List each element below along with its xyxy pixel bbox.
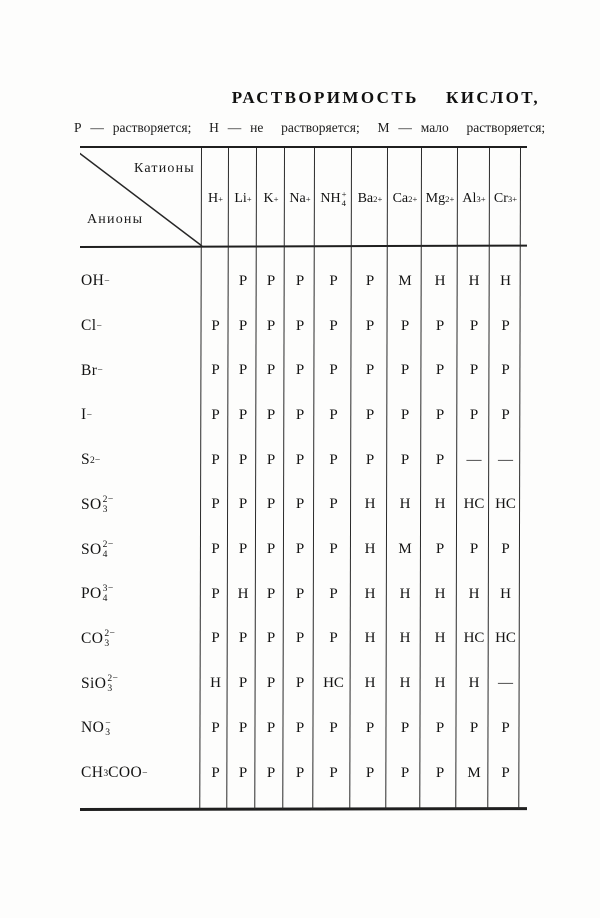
solubility-cell: Р xyxy=(329,272,338,289)
solubility-cell: Р xyxy=(329,764,338,781)
solubility-cell: Р xyxy=(211,764,220,781)
cation-header-cell: H + xyxy=(207,190,224,206)
cation-header-cell: Ba 2+ xyxy=(357,190,383,206)
stacked-scripts: 2− 4 xyxy=(102,538,114,560)
cation-header-cell: Li + xyxy=(234,190,252,206)
solubility-cell: Р xyxy=(295,719,305,736)
table-row xyxy=(80,661,527,706)
solubility-cell: Р xyxy=(211,406,220,423)
table-row xyxy=(80,393,527,438)
cation-header-cell: Cr 3+ xyxy=(493,190,518,206)
solubility-cell: М xyxy=(467,764,481,781)
solubility-cell: НС xyxy=(463,630,485,647)
solubility-cell: Р xyxy=(211,541,220,558)
anion-label: SiO 2− 3 xyxy=(81,672,119,694)
solubility-cell: Р xyxy=(329,585,338,602)
stacked-scripts: 2− 3 xyxy=(102,494,114,515)
solubility-cell: Р xyxy=(365,764,375,781)
solubility-cell: Р xyxy=(238,362,248,379)
solubility-cell: Р xyxy=(295,630,305,647)
solubility-cell: Р xyxy=(365,272,375,289)
solubility-cell: Н xyxy=(434,630,446,647)
solubility-cell: Р xyxy=(238,451,248,468)
solubility-cell: Р xyxy=(501,317,510,334)
solubility-cell xyxy=(202,259,229,304)
solubility-cell: Р xyxy=(211,719,220,736)
solubility-cell: Р xyxy=(435,541,445,558)
table-row xyxy=(80,527,527,572)
table-row xyxy=(80,572,527,617)
solubility-cell: Р xyxy=(295,362,305,379)
solubility-cell: Р xyxy=(266,496,276,513)
solubility-cell: Р xyxy=(400,362,410,379)
solubility-cell: Н xyxy=(364,630,376,647)
solubility-cell: Р xyxy=(329,496,338,513)
solubility-cell: Н xyxy=(364,496,376,513)
solubility-cell: Р xyxy=(501,541,510,558)
solubility-cell: Р xyxy=(329,362,338,379)
anion-label: NO − 3 xyxy=(81,717,111,739)
anion-label: CH 3 COO − xyxy=(81,764,148,782)
cation-header-cell: K + xyxy=(263,190,279,206)
solubility-cell: Р xyxy=(266,362,276,379)
solubility-cell: Н xyxy=(468,585,480,602)
solubility-cell: Р xyxy=(469,317,479,334)
anion-label: Cl − xyxy=(81,317,102,335)
solubility-cell: — xyxy=(498,675,513,692)
solubility-cell: Р xyxy=(329,541,338,558)
solubility-cell: Н xyxy=(434,585,446,602)
solubility-cell: Р xyxy=(238,719,248,736)
table-row xyxy=(80,438,527,483)
solubility-cell: Н xyxy=(364,541,376,558)
anion-label: SO 2− 3 xyxy=(81,494,114,515)
table-header xyxy=(80,146,527,246)
solubility-cell: Р xyxy=(238,406,248,423)
anion-label: OH − xyxy=(81,272,110,290)
solubility-cell: Р xyxy=(329,406,338,423)
table-row xyxy=(80,751,527,796)
solubility-cell: Н xyxy=(468,272,480,289)
solubility-cell: Р xyxy=(400,719,410,736)
solubility-cell: Р xyxy=(400,764,410,781)
solubility-cell: Р xyxy=(329,719,338,736)
solubility-cell: Р xyxy=(329,630,338,647)
solubility-cell: Р xyxy=(435,451,445,468)
solubility-cell: НС xyxy=(463,496,485,513)
solubility-cell: Р xyxy=(266,764,276,781)
solubility-cell: Р xyxy=(365,719,375,736)
solubility-cell: Р xyxy=(365,451,375,468)
solubility-cell: Р xyxy=(238,675,248,692)
solubility-cell: Р xyxy=(238,496,248,513)
solubility-cell: Н xyxy=(399,630,411,647)
solubility-cell: Н xyxy=(364,585,376,602)
solubility-cell: Р xyxy=(295,675,305,692)
solubility-cell: НС xyxy=(495,496,516,513)
solubility-cell: Р xyxy=(295,406,305,423)
solubility-cell: Р xyxy=(400,406,410,423)
solubility-cell: Р xyxy=(435,719,445,736)
cation-header-cell: Al 3+ xyxy=(462,190,486,206)
solubility-cell: Р xyxy=(211,317,220,334)
stacked-scripts: 3− 4 xyxy=(102,583,114,605)
solubility-cell: Н xyxy=(434,675,446,692)
solubility-cell: Н xyxy=(434,272,446,289)
table-row xyxy=(80,706,527,751)
solubility-cell: Р xyxy=(295,451,305,468)
solubility-cell: Р xyxy=(266,451,276,468)
table-row xyxy=(80,348,527,393)
solubility-cell: Н xyxy=(500,585,511,602)
solubility-cell: Р xyxy=(295,272,305,289)
cation-header-cell: Ca 2+ xyxy=(392,190,418,206)
solubility-cell: Р xyxy=(266,272,276,289)
solubility-cell: Р xyxy=(435,406,445,423)
cation-header-cell: NH + 4 xyxy=(320,188,347,208)
solubility-cell: Р xyxy=(211,362,220,379)
solubility-cell: Р xyxy=(266,541,276,558)
solubility-cell: Р xyxy=(329,451,338,468)
solubility-cell: Р xyxy=(400,451,410,468)
solubility-table xyxy=(80,146,527,812)
header-bottom-rule xyxy=(80,245,527,248)
anion-label: S 2− xyxy=(81,451,101,469)
solubility-cell: Р xyxy=(365,317,375,334)
solubility-cell: Р xyxy=(266,585,276,602)
solubility-cell: Р xyxy=(238,272,248,289)
solubility-cell: Р xyxy=(295,764,305,781)
solubility-cell: Н xyxy=(468,675,480,692)
solubility-cell: — xyxy=(466,451,482,468)
solubility-cell: Р xyxy=(365,406,375,423)
anion-label: I − xyxy=(81,406,92,424)
stacked-scripts: + 4 xyxy=(341,188,347,208)
solubility-cell: НС xyxy=(323,675,344,692)
solubility-cell: Р xyxy=(266,630,276,647)
stacked-scripts: 2− 3 xyxy=(104,628,116,649)
solubility-cell: Р xyxy=(501,362,510,379)
solubility-cell: Н xyxy=(399,496,411,513)
anion-label: PO 3− 4 xyxy=(81,583,114,605)
solubility-cell: Р xyxy=(501,719,510,736)
table-row xyxy=(80,617,527,662)
page-title: РАСТВОРИМОСТЬ КИСЛОТ, xyxy=(231,88,540,107)
solubility-cell: Р xyxy=(295,541,305,558)
solubility-cell: Р xyxy=(238,630,248,647)
solubility-cell: Р xyxy=(435,764,445,781)
table-bottom-rule xyxy=(80,807,527,811)
solubility-cell: Р xyxy=(469,719,479,736)
solubility-cell: Р xyxy=(295,496,305,513)
solubility-cell: М xyxy=(398,272,412,289)
solubility-cell: Р xyxy=(266,719,276,736)
solubility-cell: Р xyxy=(435,362,445,379)
solubility-cell: Н xyxy=(434,496,446,513)
solubility-cell: Н xyxy=(399,675,411,692)
anions-label: Анионы xyxy=(87,212,144,227)
cation-header-cell: Na + xyxy=(289,190,311,206)
solubility-cell: Р xyxy=(435,317,445,334)
solubility-cell: Р xyxy=(211,451,220,468)
solubility-cell: Р xyxy=(501,406,510,423)
solubility-cell: Р xyxy=(469,362,479,379)
table-row xyxy=(80,483,527,528)
solubility-cell: — xyxy=(498,451,513,468)
solubility-cell: Р xyxy=(266,317,276,334)
solubility-cell: Р xyxy=(295,585,305,602)
solubility-cell: Р xyxy=(469,541,479,558)
solubility-cell: М xyxy=(398,541,412,558)
solubility-cell: Р xyxy=(211,585,220,602)
solubility-cell: Р xyxy=(266,675,276,692)
anion-label: SO 2− 4 xyxy=(81,538,114,560)
table-row xyxy=(80,304,527,349)
solubility-cell: Р xyxy=(211,496,220,513)
solubility-cell: Р xyxy=(295,317,305,334)
solubility-cell: Н xyxy=(237,585,249,602)
solubility-cell: Р xyxy=(501,764,510,781)
solubility-cell: Р xyxy=(329,317,338,334)
solubility-cell: Н xyxy=(500,272,511,289)
cations-label: Катионы xyxy=(134,161,195,176)
solubility-cell: Р xyxy=(469,406,479,423)
anion-label: Br − xyxy=(81,361,103,379)
cation-header-cell: Mg 2+ xyxy=(425,190,455,206)
solubility-cell: Р xyxy=(238,317,248,334)
solubility-cell: Н xyxy=(399,585,411,602)
solubility-legend: Р — растворяется; Н — не растворяется; М — мало растворяется; xyxy=(74,120,546,135)
solubility-cell: НС xyxy=(495,630,516,647)
stacked-scripts: 2− 3 xyxy=(107,672,119,694)
solubility-cell: Р xyxy=(266,406,276,423)
table-row xyxy=(80,259,527,304)
anion-label: CO 2− 3 xyxy=(81,628,116,649)
solubility-cell: Р xyxy=(211,630,220,647)
solubility-cell: Р xyxy=(238,764,248,781)
solubility-cell: Р xyxy=(365,362,375,379)
stacked-scripts: − 3 xyxy=(105,717,111,739)
solubility-cell: Р xyxy=(238,541,248,558)
solubility-cell: Н xyxy=(364,675,376,692)
solubility-cell: Р xyxy=(400,317,410,334)
solubility-cell: Н xyxy=(210,675,221,692)
